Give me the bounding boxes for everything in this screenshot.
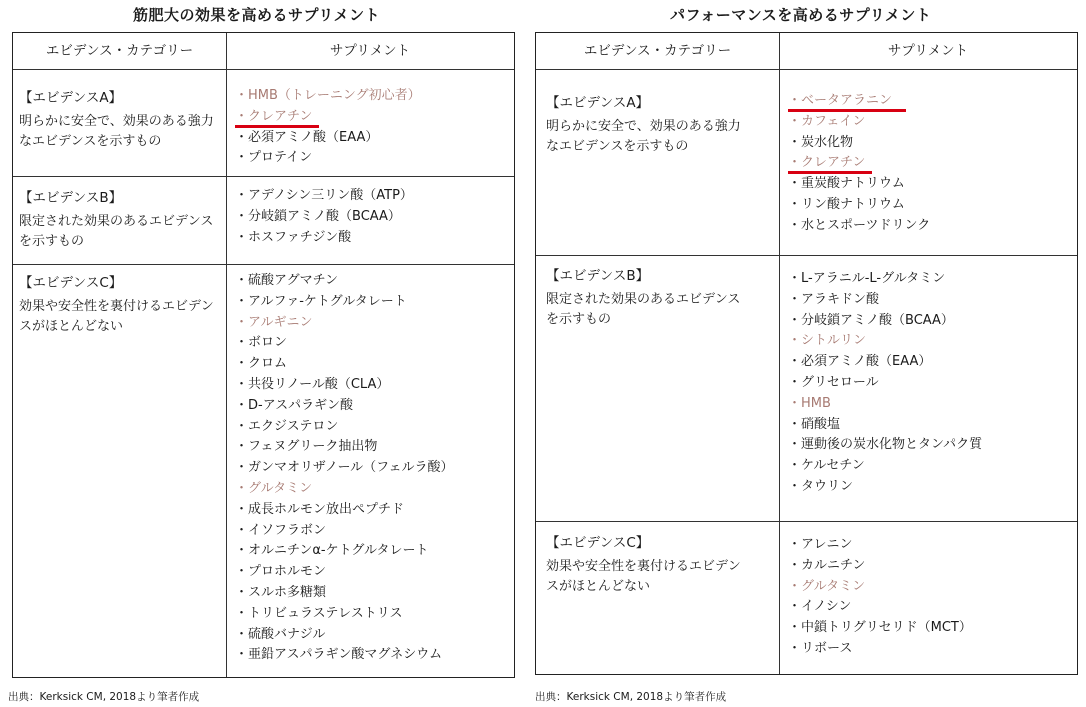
supplement-item: ・L-アラニル-L-グルタミン xyxy=(788,271,946,286)
column-divider xyxy=(226,33,227,677)
supplement-list xyxy=(788,535,972,660)
supplement-item: ・必須アミノ酸（EAA） xyxy=(235,129,379,145)
evidence-table xyxy=(535,32,1078,675)
supplement-item: ・グルタミン xyxy=(235,480,313,496)
supplement-item: ・硫酸バナジル xyxy=(235,626,326,642)
row-divider xyxy=(13,176,514,177)
supplement-item: ・分岐鎖アミノ酸（BCAA） xyxy=(235,208,401,224)
supplement-item: ・カルニチン xyxy=(788,557,866,573)
row-divider xyxy=(13,264,514,265)
category-title: 【エビデンスC】 xyxy=(19,275,123,291)
category-description: 効果や安全性を裏付けるエビデンスがほとんどない xyxy=(546,559,741,594)
supplement-item: ・硫酸アグマチン xyxy=(235,273,338,288)
supplement-item: ・タウリン xyxy=(788,478,854,494)
supplement-item: ・トリビュラステレストリス xyxy=(235,605,403,621)
category-title: 【エビデンスC】 xyxy=(546,535,650,551)
supplement-item: ・クレアチン xyxy=(788,153,930,174)
category-title: 【エビデンスA】 xyxy=(546,95,650,111)
row-divider xyxy=(536,521,1077,522)
category-title: 【エビデンスB】 xyxy=(546,268,650,284)
supplement-item: ・アルギニン xyxy=(235,314,313,330)
supplement-item: ・グルタミン xyxy=(788,578,866,594)
supplement-item: ・アルファ-ケトグルタレート xyxy=(235,293,407,309)
supplement-item: ・オルニチンα-ケトグルタレート xyxy=(235,543,429,559)
supplement-item: ・共役リノール酸（CLA） xyxy=(235,376,390,392)
supplement-list xyxy=(235,186,413,248)
category-cell xyxy=(19,188,219,252)
supplement-item: ・スルホ多糖類 xyxy=(235,584,327,600)
supplement-list xyxy=(235,86,421,169)
supplement-item: ・HMB（トレーニング初心者） xyxy=(235,88,421,103)
supplement-item: ・亜鉛アスパラギン酸マグネシウム xyxy=(235,647,443,663)
supplement-item: ・D-アスパラギン酸 xyxy=(235,397,354,413)
category-title: 【エビデンスA】 xyxy=(19,90,123,106)
supplement-item: ・グリセロール xyxy=(788,374,879,390)
supplement-item: ・ホスファチジン酸 xyxy=(235,229,352,245)
category-description: 限定された効果のあるエビデンスを示すもの xyxy=(19,214,214,249)
panel-title: 筋肥大の効果を高めるサプリメント xyxy=(133,6,381,24)
category-cell xyxy=(546,93,746,157)
header-category: エビデンス・カテゴリー xyxy=(583,43,732,59)
supplement-item: ・アラキドン酸 xyxy=(788,291,880,307)
header-category: エビデンス・カテゴリー xyxy=(45,43,194,59)
supplement-item: ・硝酸塩 xyxy=(788,416,841,432)
supplement-item: ・イノシン xyxy=(788,599,852,615)
supplement-item: ・アレニン xyxy=(788,537,853,552)
column-divider xyxy=(779,33,780,674)
row-divider xyxy=(13,69,514,70)
header-supplement: サプリメント xyxy=(329,43,411,59)
supplement-item: ・アデノシン三リン酸（ATP） xyxy=(235,188,413,203)
row-divider xyxy=(536,255,1077,256)
supplement-list xyxy=(788,91,930,237)
supplement-item: ・エクジステロン xyxy=(235,418,339,434)
supplement-item: ・水とスポーツドリンク xyxy=(788,217,931,233)
supplement-item: ・リン酸ナトリウム xyxy=(788,196,905,212)
panel-title: パフォーマンスを高めるサプリメント xyxy=(670,6,932,24)
category-description: 明らかに安全で、効果のある強力なエビデンスを示すもの xyxy=(546,119,741,154)
row-divider xyxy=(536,69,1077,70)
supplement-item: ・リボース xyxy=(788,640,853,656)
category-title: 【エビデンスB】 xyxy=(19,190,123,206)
supplement-item: ・フェヌグリーク抽出物 xyxy=(235,439,378,455)
supplement-item: ・炭水化物 xyxy=(788,134,854,150)
source-note: 出典：Kerksick CM, 2018より筆者作成 xyxy=(8,691,200,703)
supplement-item: ・中鎖トリグリセリド（MCT） xyxy=(788,620,972,636)
supplement-item: ・重炭酸ナトリウム xyxy=(788,176,905,192)
supplement-item: ・シトルリン xyxy=(788,333,867,349)
supplement-item: ・ベータアラニン xyxy=(788,91,930,112)
supplement-item: ・イソフラボン xyxy=(235,522,327,538)
category-description: 明らかに安全で、効果のある強力なエビデンスを示すもの xyxy=(19,114,214,149)
header-supplement: サプリメント xyxy=(887,43,969,59)
supplement-item: ・運動後の炭水化物とタンパク質 xyxy=(788,437,983,453)
category-cell xyxy=(546,266,746,330)
category-description: 効果や安全性を裏付けるエビデンスがほとんどない xyxy=(19,299,214,334)
supplement-item: ・分岐鎖アミノ酸（BCAA） xyxy=(788,312,954,328)
supplement-item: ・成長ホルモン放出ペプチド xyxy=(235,501,405,517)
supplement-item: ・ガンマオリザノール（フェルラ酸） xyxy=(235,460,454,476)
evidence-table xyxy=(12,32,515,678)
supplement-item: ・ケルセチン xyxy=(788,458,865,474)
category-cell xyxy=(546,533,746,597)
supplement-item: ・カフェイン xyxy=(788,113,866,129)
category-cell xyxy=(19,273,219,337)
supplement-list xyxy=(788,269,982,498)
supplement-item: ・HMB xyxy=(788,395,831,411)
category-cell xyxy=(19,88,219,152)
source-note: 出典：Kerksick CM, 2018より筆者作成 xyxy=(535,691,727,703)
supplement-item: ・クロム xyxy=(235,356,288,372)
supplement-list xyxy=(235,271,454,666)
supplement-item: ・クレアチン xyxy=(235,107,421,128)
supplement-item: ・ボロン xyxy=(235,335,288,351)
supplement-item: ・プロホルモン xyxy=(235,564,327,580)
supplement-item: ・プロテイン xyxy=(235,150,313,166)
supplement-item: ・必須アミノ酸（EAA） xyxy=(788,354,932,370)
category-description: 限定された効果のあるエビデンスを示すもの xyxy=(546,292,741,327)
